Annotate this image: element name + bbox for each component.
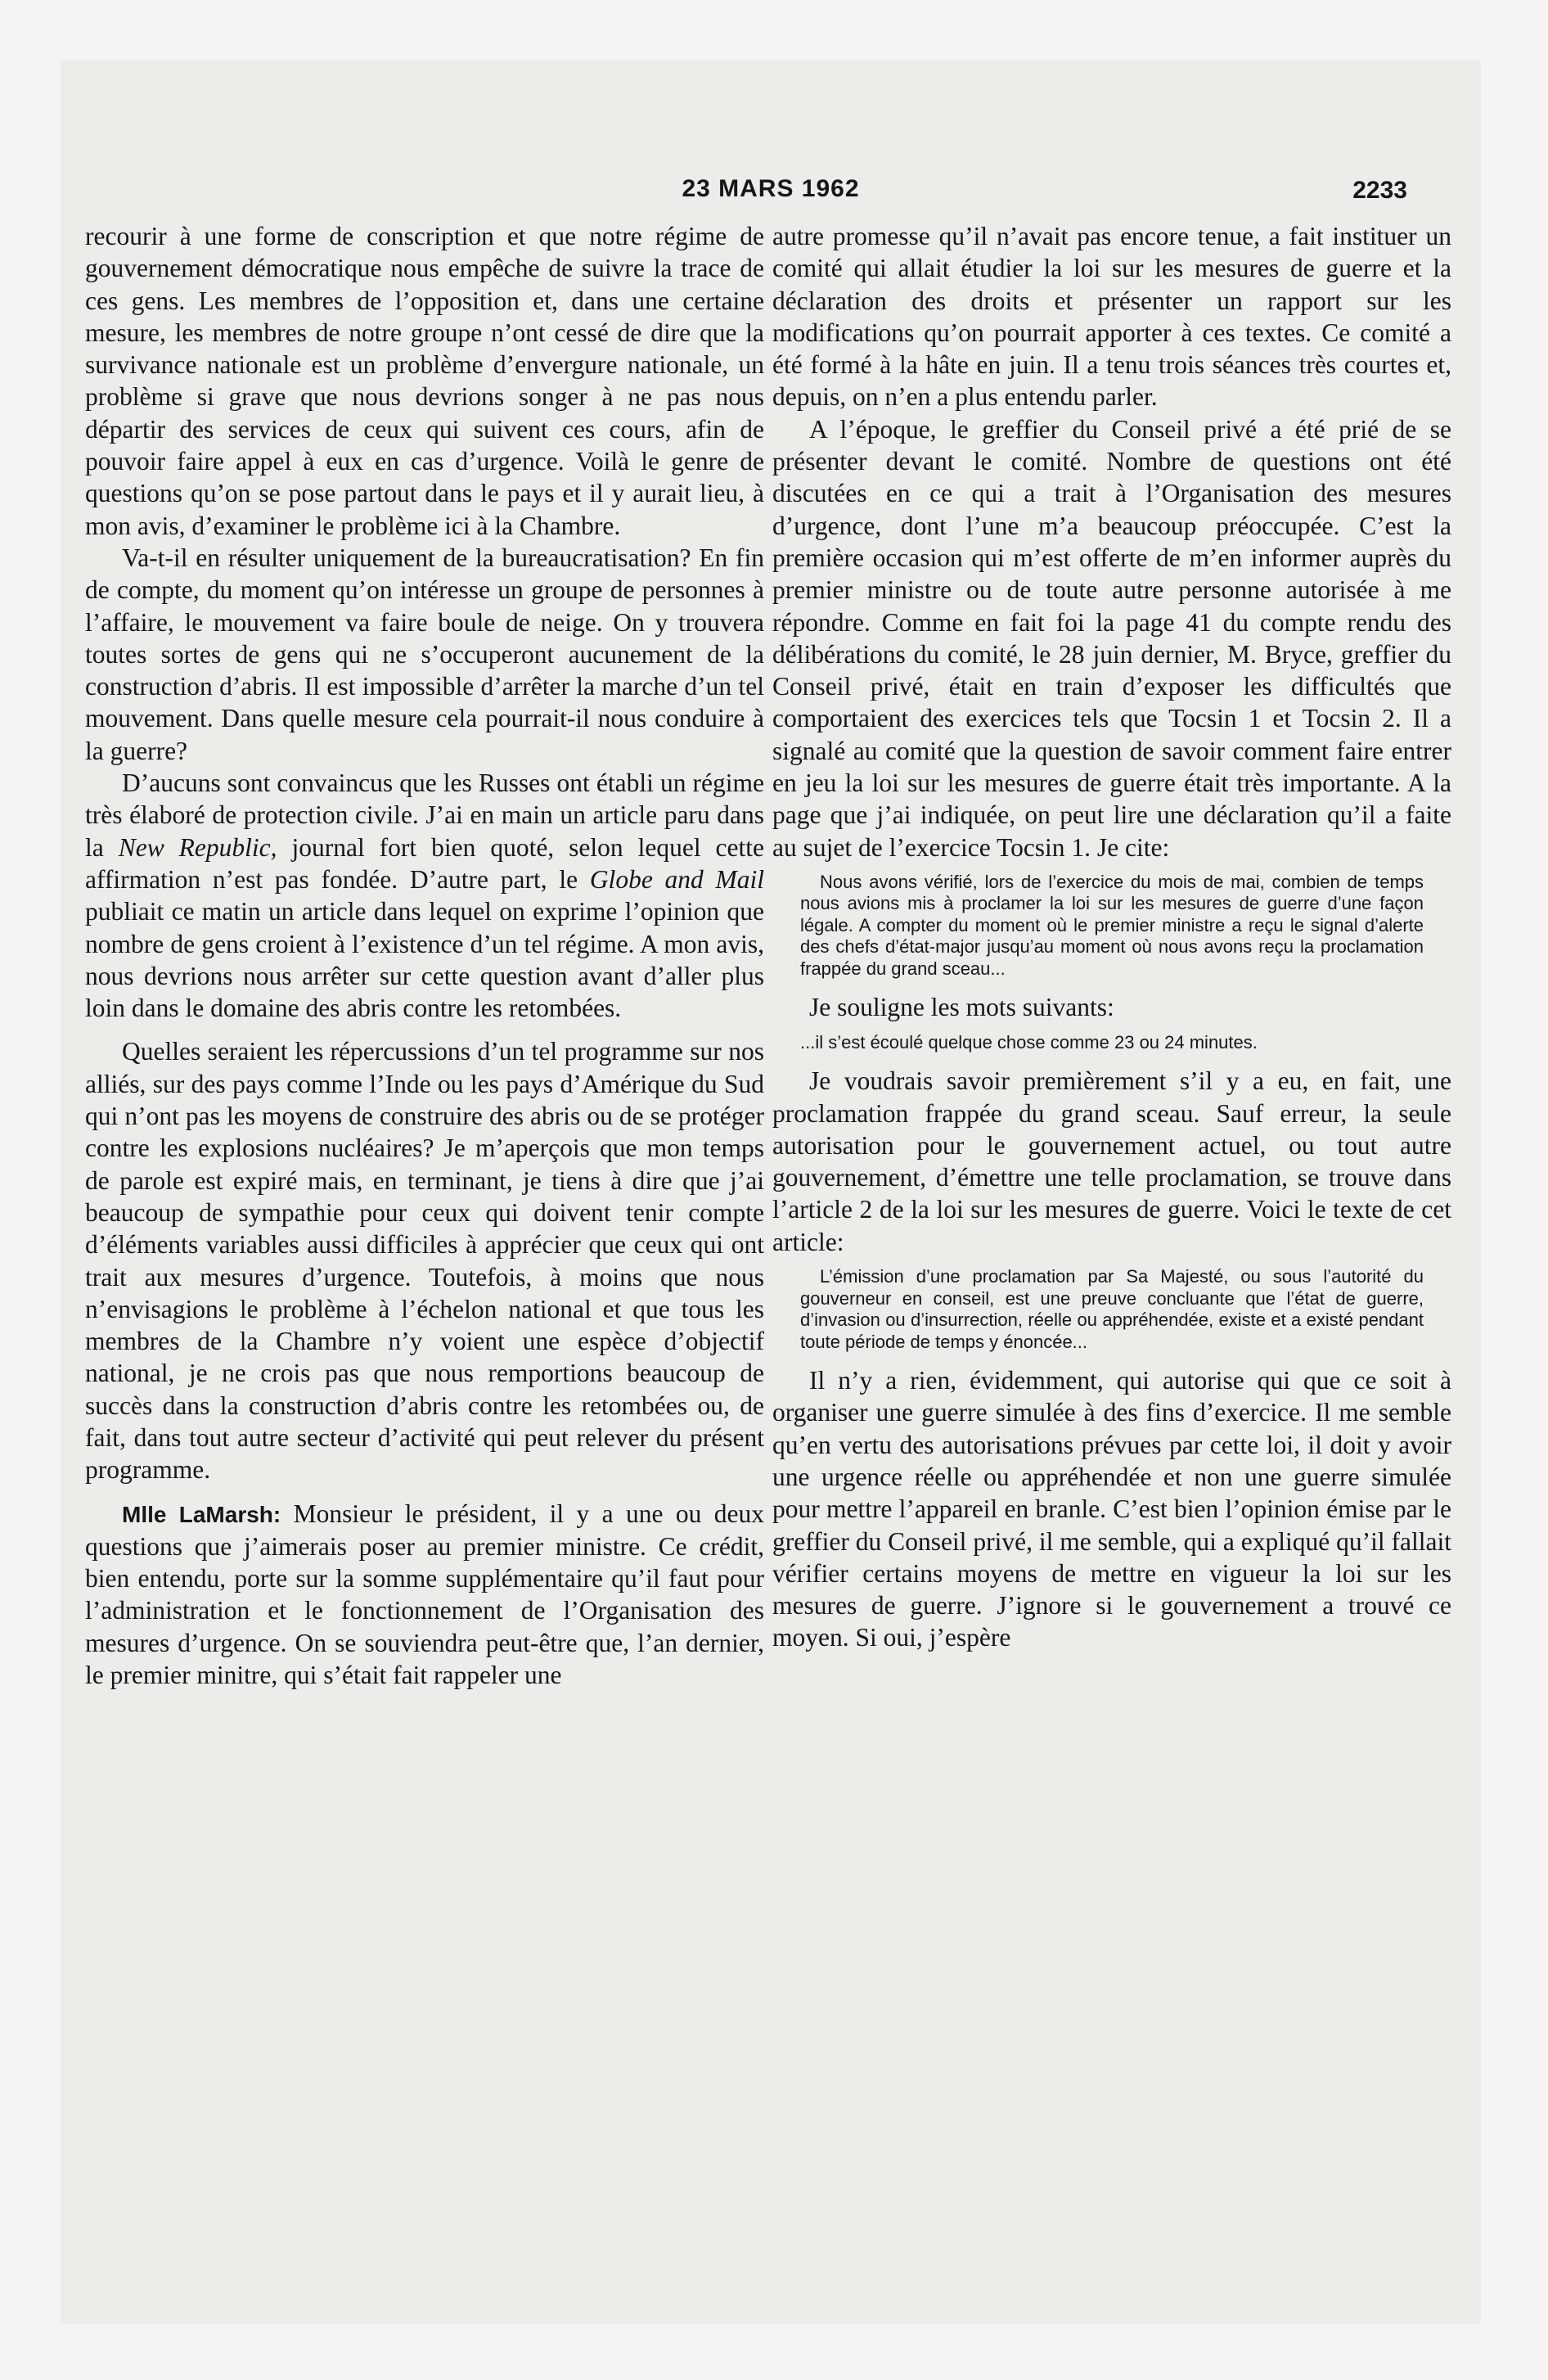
right-column — [772, 220, 1451, 1654]
paragraph — [85, 1498, 764, 1692]
paragraph-text: publiait ce matin un article dans lequel on exprime l’opinion que nombre de gens croient à l’existence d’un tel régime. A mon avis, nous devrions nous arrêter sur cette question avant d’aller plus loin dans le domaine des abris contre les retombées. — [85, 897, 764, 1023]
paragraph: Je voudrais savoir premièrement s’il y a eu, en fait, une proclamation frappée du grand sceau. Sauf erreur, la seule autorisation pour le gouvernement actuel, ou tout autre gouvernement, d’émettre une telle proclamation, se trouve dans l’article 2 de la loi sur les mesures de guerre. Voici le texte de cet article: — [772, 1066, 1451, 1256]
block-quote: Nous avons vérifié, lors de l’exercice du mois de mai, combien de temps nous avions mis à proclamer la loi sur les mesures de guerre d’une façon légale. A compter du moment où le premier ministre a reçu le signal d’alerte des chefs d’état-major jusqu’au moment où nous avons reçu la proclamation frappée du grand sceau... — [800, 871, 1424, 979]
paragraph: Va-t-il en résulter uniquement de la bureaucratisation? En fin de compte, du moment qu’on intéresse un groupe de personnes à l’affaire, le mouvement va faire boule de neige. On y trouvera toutes sortes de gens qui ne s’occuperont aucunement de la construction d’abris. Il est impossible d’arrêter la marche d’un tel mouvement. Dans quelle mesure cela pourrait-il nous conduire à la guerre? — [85, 543, 764, 765]
paragraph: recourir à une forme de conscription et que notre régime de gouvernement démocratique nous empêche de suivre la trace de ces gens. Les membres de l’opposition et, dans une certaine mesure, les membres de notre groupe n’ont cessé de dire que la survivance nationale est un problème d’envergure nationale, un problème si grave que nous devrions songer à ne pas nous départir des services de ceux qui suivent ces cours, afin de pouvoir faire appel à eux en cas d’urgence. Voilà le genre de questions qu’on se pose partout dans le pays et il y aurait lieu, à mon avis, d’examiner le problème ici à la Chambre. — [85, 222, 764, 540]
paragraph: Je souligne les mots suivants: — [809, 993, 1114, 1022]
page-number: 2233 — [1352, 177, 1407, 204]
block-quote: ...il s’est écoulé quelque chose comme 23 ou 24 minutes. — [800, 1031, 1258, 1053]
paragraph: A l’époque, le greffier du Conseil privé a été prié de se présenter devant le comité. Nombre de questions ont été discutées en ce qui a trait à l’Organisation des mesures d’urgence, dont l’une m’a beaucoup préoccupée. C’est la première occasion qui m’est offerte de m’en informer auprès du premier ministre ou de toute autre personne autorisée à me répondre. Comme en fait foi la page 41 du compte rendu des délibérations du comité, le 28 juin dernier, M. Bryce, greffier du Conseil privé, était en train d’exposer les difficultés que comportaient des exercices tels que Tocsin 1 et Tocsin 2. Il a signalé au comité que la question de savoir comment faire entrer en jeu la loi sur les mesures de guerre était très importante. A la page que j’ai indiquée, on peut lire une déclaration qu’il a faite au sujet de l’exercice Tocsin 1. Je cite: — [772, 414, 1451, 862]
page-header — [61, 159, 1481, 224]
paragraph: Quelles seraient les répercussions d’un tel programme sur nos alliés, sur des pays comme l’Inde ou les pays d’Amérique du Sud qui n’ont pas les moyens de construire des abris ou de se protéger contre les explosions nucléaires? Je m’aperçois que mon temps de parole est expiré mais, en terminant, je tiens à dire que j’ai beaucoup de sympathie pour ceux qui doivent tenir compte d’éléments variables aussi difficiles à apprécier que ceux qui ont trait aux mesures d’urgence. Toutefois, à moins que nous n’envisagions le problème à l’échelon national et que tous les membres de la Chambre n’y voient une espèce d’objectif national, je ne crois pas que nous remportions beaucoup de succès dans la construction d’abris contre les retombées ou, de fait, dans tout autre secteur d’activité qui peut relever du présent programme. — [85, 1037, 764, 1485]
paragraph-text: journal fort bien quoté, selon lequel cette affirmation n’est pas fondée. D’autre part, le — [85, 832, 764, 894]
publication-title: Globe and Mail — [589, 864, 764, 894]
paragraph: autre promesse qu’il n’avait pas encore tenue, a fait instituer un comité qui allait étudier la loi sur les mesures de guerre et la déclaration des droits et présenter un rapport sur les modifications qu’on pourrait apporter à ces textes. Ce comité a été formé à la hâte en juin. Il a tenu trois séances très courtes et, depuis, on n’en a plus entendu parler. — [772, 222, 1451, 412]
paragraph: Il n’y a rien, évidemment, qui autorise qui que ce soit à organiser une guerre simulée à des fins d’exercice. Il me semble qu’en vertu des autorisations prévues par cette loi, il doit y avoir une urgence réelle ou appréhendée et non une guerre simulée pour mettre l’appareil en branle. C’est bien l’opinion émise par le greffier du Conseil privé, il me semble, qui a expliqué qu’il fallait vérifier certains moyens de mettre en vigueur la loi sur les mesures de guerre. J’ignore si le gouvernement a trouvé ce moyen. Si oui, j’espère — [772, 1366, 1451, 1652]
header-date: 23 MARS 1962 — [682, 175, 860, 202]
scanned-page — [61, 61, 1481, 2324]
left-column — [85, 220, 764, 1691]
paragraph-text: Monsieur le président, il y a une ou deux questions que j’aimerais poser au premier ministre. Ce crédit, bien entendu, porte sur la somme supplémentaire qu’il faut pour l’administration et le fonctionnement de l’Organisation des mesures d’urgence. On se souviendra peut-être que, l’an dernier, le premier minitre, qui s’était fait rappeler une — [85, 1499, 764, 1690]
publication-title: New Republic, — [118, 832, 277, 862]
paragraph-text: D’aucuns sont convaincus que les Russes ont établi un régime très élaboré de protection civile. J’ai en main un article paru dans la — [85, 769, 764, 862]
block-quote: L’émission d’une proclamation par Sa Majesté, ou sous l’autorité du gouverneur en conseil, est une preuve concluante que l’état de guerre, d’invasion ou d’insurrection, réelle ou appréhendée, existe et a existé pendant toute période de temps y énoncée... — [800, 1266, 1424, 1352]
speaker-name: Mlle LaMarsh: — [122, 1501, 281, 1527]
paragraph — [85, 767, 764, 1024]
